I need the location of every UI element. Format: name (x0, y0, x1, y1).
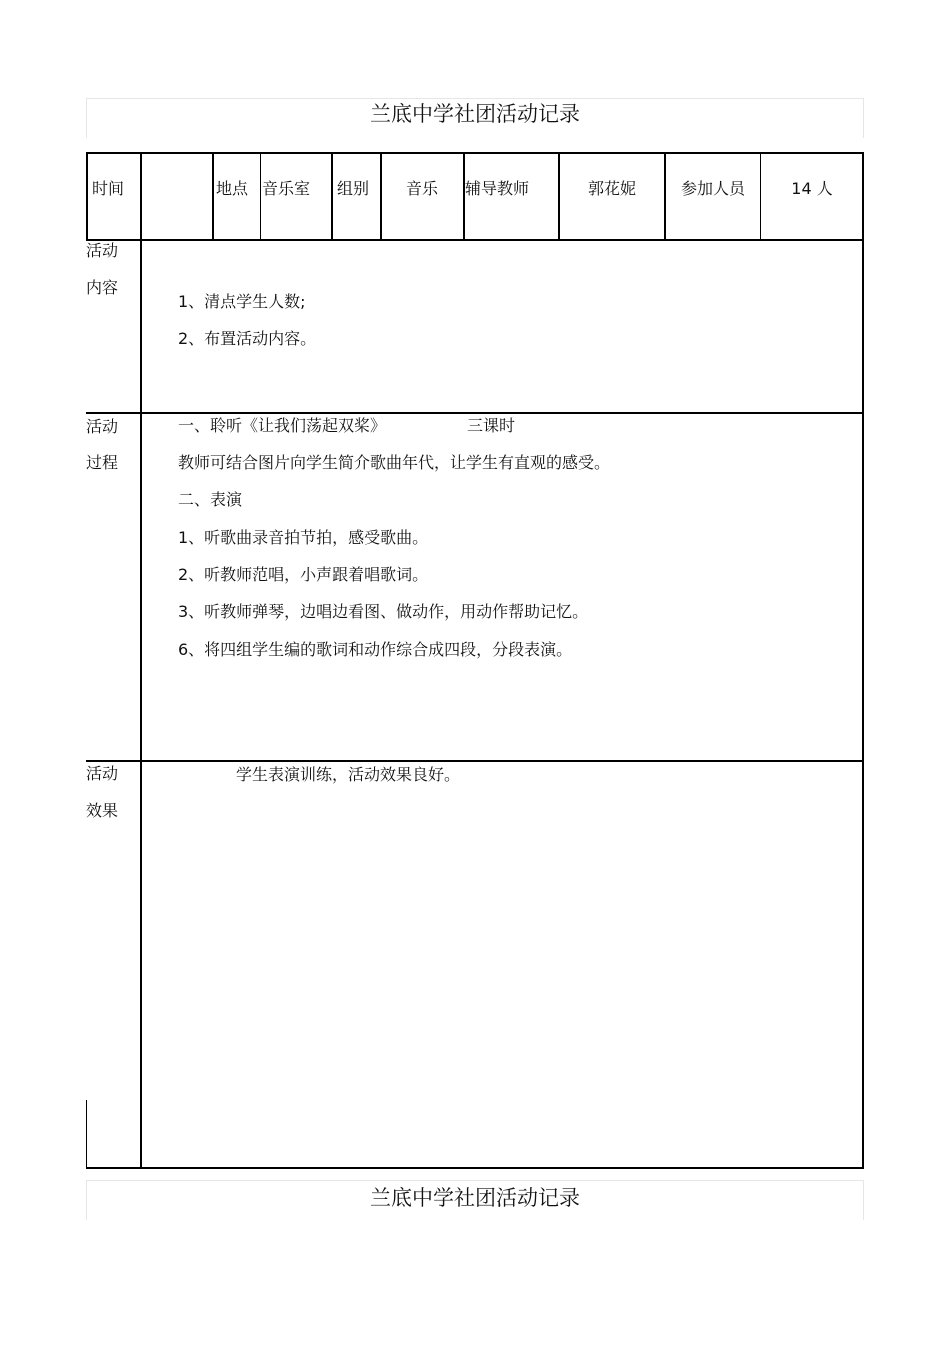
process-line-1: 一、聆听《让我们荡起双桨》 (178, 416, 387, 435)
teacher-value: 郭花妮 (587, 179, 636, 198)
participants-label: 参加人员 (680, 179, 745, 198)
process-line-6: 3、听教师弹琴，边唱边看图、做动作，用动作帮助记忆。 (178, 602, 589, 621)
process-label-line1: 活动 (86, 417, 119, 436)
table-border-content-bottom (86, 412, 864, 414)
process-line-3: 二、表演 (178, 490, 243, 509)
location-value: 音乐室 (262, 179, 311, 198)
title-box (86, 98, 864, 138)
process-line-5: 2、听教师范唱，小声跟着唱歌词。 (178, 565, 429, 584)
process-line-4: 1、听歌曲录音拍节拍，感受歌曲。 (178, 528, 429, 547)
teacher-label: 辅导教师 (465, 179, 530, 198)
process-section-label (86, 417, 118, 473)
content-section-label (86, 241, 118, 298)
process-label-line2: 过程 (86, 453, 119, 472)
content-line-2: 2、布置活动内容。 (178, 329, 317, 348)
table-border-left (86, 152, 88, 240)
process-line-7: 6、将四组学生编的歌词和动作综合成四段，分段表演。 (178, 640, 573, 659)
content-label-line2: 内容 (86, 278, 119, 297)
group-value: 音乐 (405, 179, 438, 198)
table-border-process-bottom (86, 760, 864, 762)
process-line-2: 教师可结合图片向学生简介歌曲年代，让学生有直观的感受。 (178, 453, 611, 472)
table-border-header-bottom (86, 239, 864, 241)
time-label: 时间 (92, 179, 125, 198)
footer-title: 兰底中学社团活动记录 (370, 1186, 580, 1210)
table-border-label-col (140, 152, 142, 1169)
content-line-1: 1、清点学生人数; (178, 292, 306, 311)
effect-text: 学生表演训练，活动效果良好。 (236, 765, 461, 784)
effect-label-line2: 效果 (86, 801, 119, 820)
participants-value: 14 人 (791, 179, 833, 198)
group-label: 组别 (337, 179, 370, 198)
header-divider (760, 152, 761, 240)
table-border-top (86, 152, 864, 154)
effect-section-label (86, 764, 118, 821)
table-border-left-lower (86, 1100, 87, 1169)
process-periods: 三课时 (467, 416, 516, 435)
table-border-right (862, 152, 864, 1169)
location-label: 地点 (216, 179, 249, 198)
footer-title-box (86, 1180, 864, 1220)
header-divider (260, 152, 261, 240)
effect-label-line1: 活动 (86, 764, 119, 783)
content-label-line1: 活动 (86, 241, 119, 260)
header-divider (212, 152, 214, 240)
header-divider (331, 152, 333, 240)
page-title: 兰底中学社团活动记录 (370, 102, 580, 126)
table-border-bottom (86, 1167, 864, 1169)
